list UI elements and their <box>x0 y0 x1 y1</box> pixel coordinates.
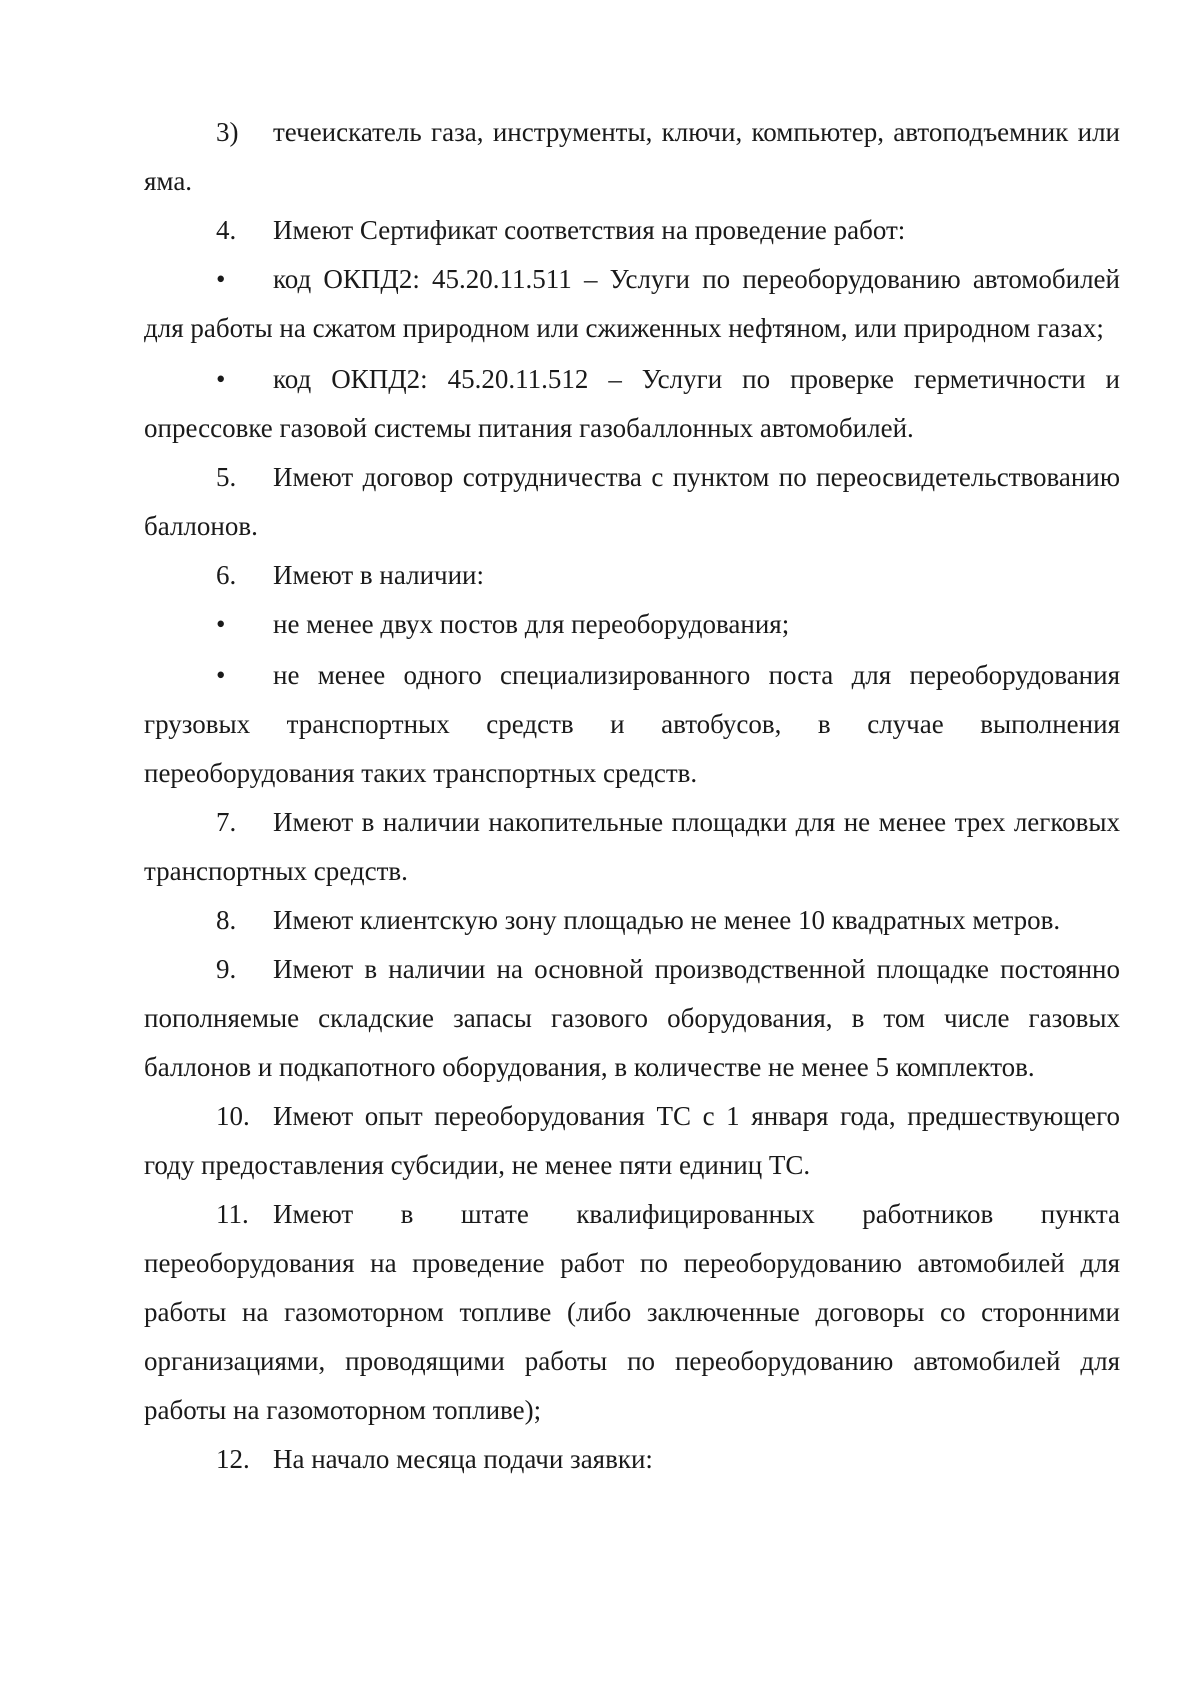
item-marker: 11. <box>216 1199 249 1229</box>
bullet-item-special-post <box>144 651 1120 798</box>
item-marker: 8. <box>216 905 237 935</box>
item-text: Имеют Сертификат соответствия на проведение работ: <box>273 215 906 245</box>
item-marker: 12. <box>216 1444 250 1474</box>
item-marker: 9. <box>216 954 237 984</box>
bullet-icon: • <box>216 264 226 294</box>
item-text: Имеют в наличии: <box>273 560 485 590</box>
item-text: Имеют в наличии накопительные площадки для не менее трех легковых транспортных средств. <box>144 807 1120 886</box>
item-text: не менее двух постов для переоборудования; <box>273 609 790 639</box>
item-marker: 7. <box>216 807 237 837</box>
item-text: Имеют в наличии на основной производственной площадке постоянно пополняемые складские запасы газового оборудования, в том числе газовых баллонов и подкапотного оборудования, в количестве не менее 5 комплектов. <box>144 954 1120 1082</box>
bullet-item-okpd2-511 <box>144 255 1120 353</box>
list-item-10 <box>144 1092 1120 1190</box>
bullet-icon: • <box>216 609 226 639</box>
item-text: код ОКПД2: 45.20.11.511 – Услуги по переоборудованию автомобилей для работы на сжатом природном или сжиженных нефтяном, или природном газах; <box>144 264 1120 343</box>
item-marker: 5. <box>216 462 237 492</box>
item-text: код ОКПД2: 45.20.11.512 – Услуги по проверке герметичности и опрессовке газовой системы питания газобаллонных автомобилей. <box>144 364 1120 443</box>
list-item-12 <box>144 1435 1120 1484</box>
list-item-6 <box>144 551 1120 600</box>
bullet-item-posts <box>144 600 1120 649</box>
list-item-8 <box>144 896 1120 945</box>
item-text: Имеют договор сотрудничества с пунктом по переосвидетельствованию баллонов. <box>144 462 1120 541</box>
list-item-7 <box>144 798 1120 896</box>
bullet-icon: • <box>216 660 226 690</box>
item-text: не менее одного специализированного поста для переоборудования грузовых транспортных средств и автобусов, в случае выполнения переоборудования таких транспортных средств. <box>144 660 1120 788</box>
item-text: Имеют опыт переоборудования ТС с 1 января года, предшествующего году предоставления субсидии, не менее пяти единиц ТС. <box>144 1101 1120 1180</box>
item-marker: 6. <box>216 560 237 590</box>
item-text: На начало месяца подачи заявки: <box>273 1444 653 1474</box>
document-body <box>144 108 1120 1484</box>
item-text: течеискатель газа, инструменты, ключи, компьютер, автоподъемник или яма. <box>144 117 1120 196</box>
item-marker: 10. <box>216 1101 250 1131</box>
item-text: Имеют в штате квалифицированных работников пункта переоборудования на проведение работ по переоборудованию автомобилей для работы на газомоторном топливе (либо заключенные договоры со сторонними организациями, проводящими работы по переоборудованию автомобилей для работы на газомоторном топливе); <box>144 1199 1120 1425</box>
list-item-11 <box>144 1190 1120 1435</box>
bullet-item-okpd2-512 <box>144 355 1120 453</box>
list-item-9 <box>144 945 1120 1092</box>
item-marker: 4. <box>216 215 237 245</box>
item-marker: 3) <box>216 117 239 147</box>
bullet-icon: • <box>216 364 226 394</box>
list-item-3 <box>144 108 1120 206</box>
list-item-4 <box>144 206 1120 255</box>
list-item-5 <box>144 453 1120 551</box>
item-text: Имеют клиентскую зону площадью не менее 10 квадратных метров. <box>273 905 1061 935</box>
